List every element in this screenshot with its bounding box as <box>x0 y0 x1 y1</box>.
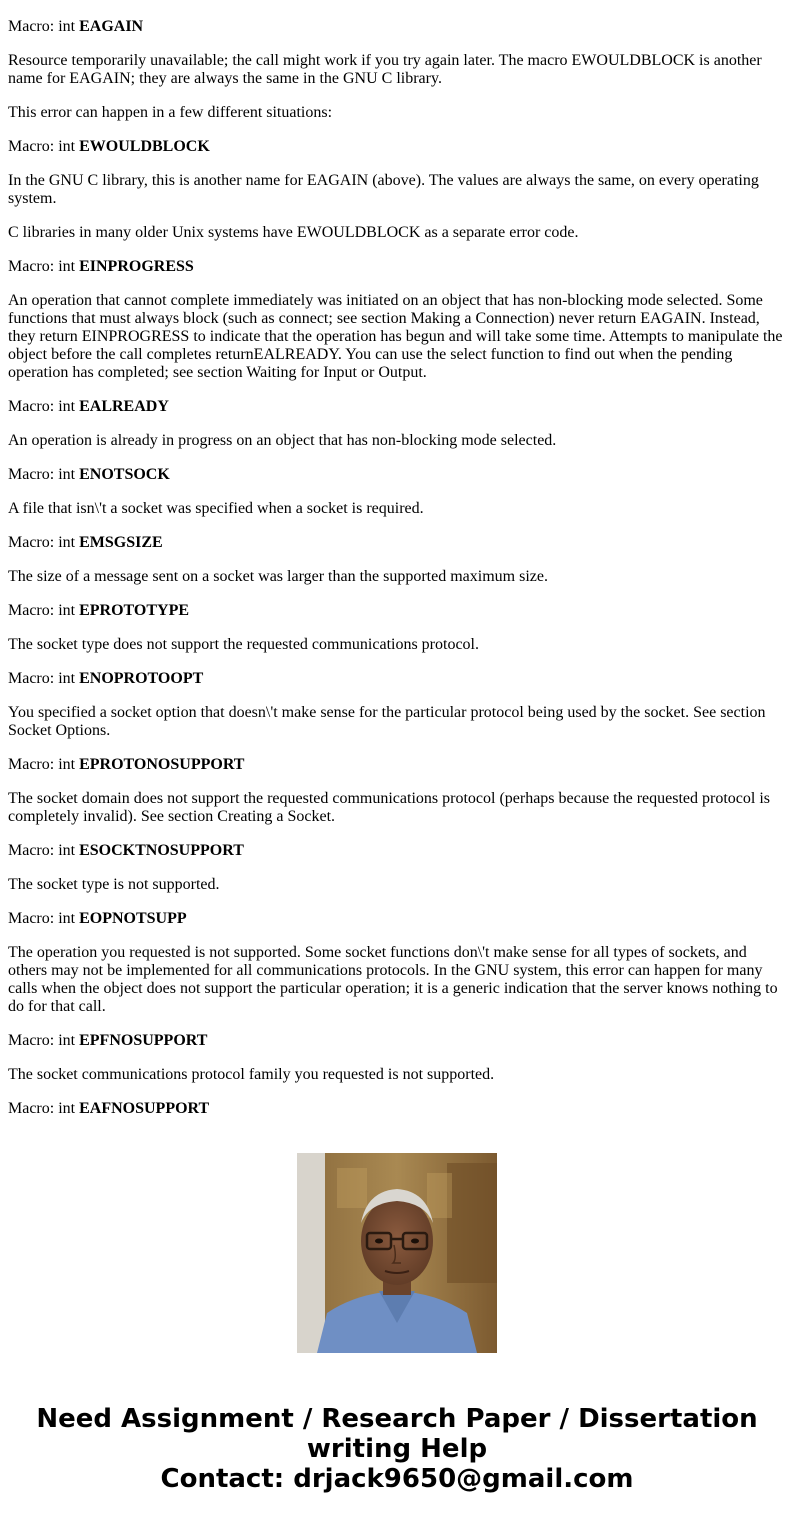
macro-heading <box>8 258 786 276</box>
document-body <box>8 0 786 1134</box>
macro-name: EAFNOSUPPORT <box>79 1100 210 1117</box>
macro-description: The operation you requested is not supported. Some socket functions don\'t make sense for all types of sockets, and others may not be implemented for all communications protocols. In the GNU system, this error can happen for many calls when the object does not support the particular operation; it is a generic indication that the server knows nothing to do for that call. <box>8 944 778 1015</box>
macro-heading <box>8 18 786 36</box>
macro-prefix: Macro: int <box>8 1032 80 1049</box>
macro-prefix: Macro: int <box>8 1100 80 1117</box>
macro-description: An operation is already in progress on an object that has non-blocking mode selected. <box>8 432 557 449</box>
macro-heading <box>8 910 786 928</box>
macro-heading <box>8 138 786 156</box>
macro-prefix: Macro: int <box>8 138 80 155</box>
macro-prefix: Macro: int <box>8 602 80 619</box>
macro-heading <box>8 756 786 774</box>
macro-name: EWOULDBLOCK <box>79 138 210 155</box>
macro-heading <box>8 670 786 688</box>
macro-description: The socket type is not supported. <box>8 876 220 893</box>
macro-name: ENOTSOCK <box>79 466 170 483</box>
macro-description: This error can happen in a few different situations: <box>8 104 333 121</box>
macro-name: ESOCKTNOSUPPORT <box>79 842 244 859</box>
macro-heading <box>8 534 786 552</box>
macro-prefix: Macro: int <box>8 258 80 275</box>
macro-description: A file that isn\'t a socket was specified when a socket is required. <box>8 500 424 517</box>
macro-name: EOPNOTSUPP <box>79 910 187 927</box>
top-fragment <box>8 0 786 2</box>
macro-prefix: Macro: int <box>8 466 80 483</box>
macro-description: C libraries in many older Unix systems have EWOULDBLOCK as a separate error code. <box>8 224 579 241</box>
macro-prefix: Macro: int <box>8 670 80 687</box>
macro-name: EALREADY <box>79 398 169 415</box>
macro-prefix: Macro: int <box>8 18 80 35</box>
macro-name: ENOPROTOOPT <box>79 670 204 687</box>
macro-description: The socket domain does not support the requested communications protocol (perhaps because the requested protocol is completely invalid). See section Creating a Socket. <box>8 790 771 825</box>
macro-prefix: Macro: int <box>8 534 80 551</box>
macro-name: EAGAIN <box>79 18 144 35</box>
macro-heading <box>8 1100 786 1118</box>
macro-name: EINPROGRESS <box>79 258 194 275</box>
macro-description: An operation that cannot complete immediately was initiated on an object that has non-blocking mode selected. Some functions that must always block (such as connect; see section Making a Connection) never return EAGAIN. Instead, they return EINPROGRESS to indicate that the operation has begun and will take some time. Attempts to manipulate the object before the call completes returnEALREADY. You can use the select function to find out when the pending operation has completed; see section Waiting for Input or Output. <box>8 292 783 381</box>
macro-name: EPFNOSUPPORT <box>79 1032 208 1049</box>
macro-heading <box>8 1032 786 1050</box>
macro-heading <box>8 602 786 620</box>
macro-description: The size of a message sent on a socket was larger than the supported maximum size. <box>8 568 548 585</box>
author-avatar <box>297 1153 497 1353</box>
macro-description: The socket type does not support the requested communications protocol. <box>8 636 479 653</box>
macro-description: Resource temporarily unavailable; the call might work if you try again later. The macro EWOULDBLOCK is another name for EAGAIN; they are always the same in the GNU C library. <box>8 52 762 87</box>
macro-name: EPROTONOSUPPORT <box>79 756 245 773</box>
macro-heading <box>8 398 786 416</box>
promo-line-1: Need Assignment / Research Paper / Dissertation <box>36 1404 758 1434</box>
macro-prefix: Macro: int <box>8 842 80 859</box>
macro-description: You specified a socket option that doesn\'t make sense for the particular protocol being used by the socket. See section Socket Options. <box>8 704 766 739</box>
macro-prefix: Macro: int <box>8 756 80 773</box>
macro-prefix: Macro: int <box>8 910 80 927</box>
macro-name: EMSGSIZE <box>79 534 163 551</box>
promo-line-2: writing Help <box>306 1434 488 1464</box>
macro-name: EPROTOTYPE <box>79 602 190 619</box>
author-photo <box>297 1153 497 1353</box>
macro-description: The socket communications protocol family you requested is not supported. <box>8 1066 495 1083</box>
promo-banner <box>0 1404 794 1494</box>
macro-heading <box>8 466 786 484</box>
macro-description: In the GNU C library, this is another name for EAGAIN (above). The values are always the same, on every operating system. <box>8 172 759 207</box>
promo-contact: Contact: drjack9650@gmail.com <box>160 1464 634 1494</box>
macro-heading <box>8 842 786 860</box>
macro-prefix: Macro: int <box>8 398 80 415</box>
